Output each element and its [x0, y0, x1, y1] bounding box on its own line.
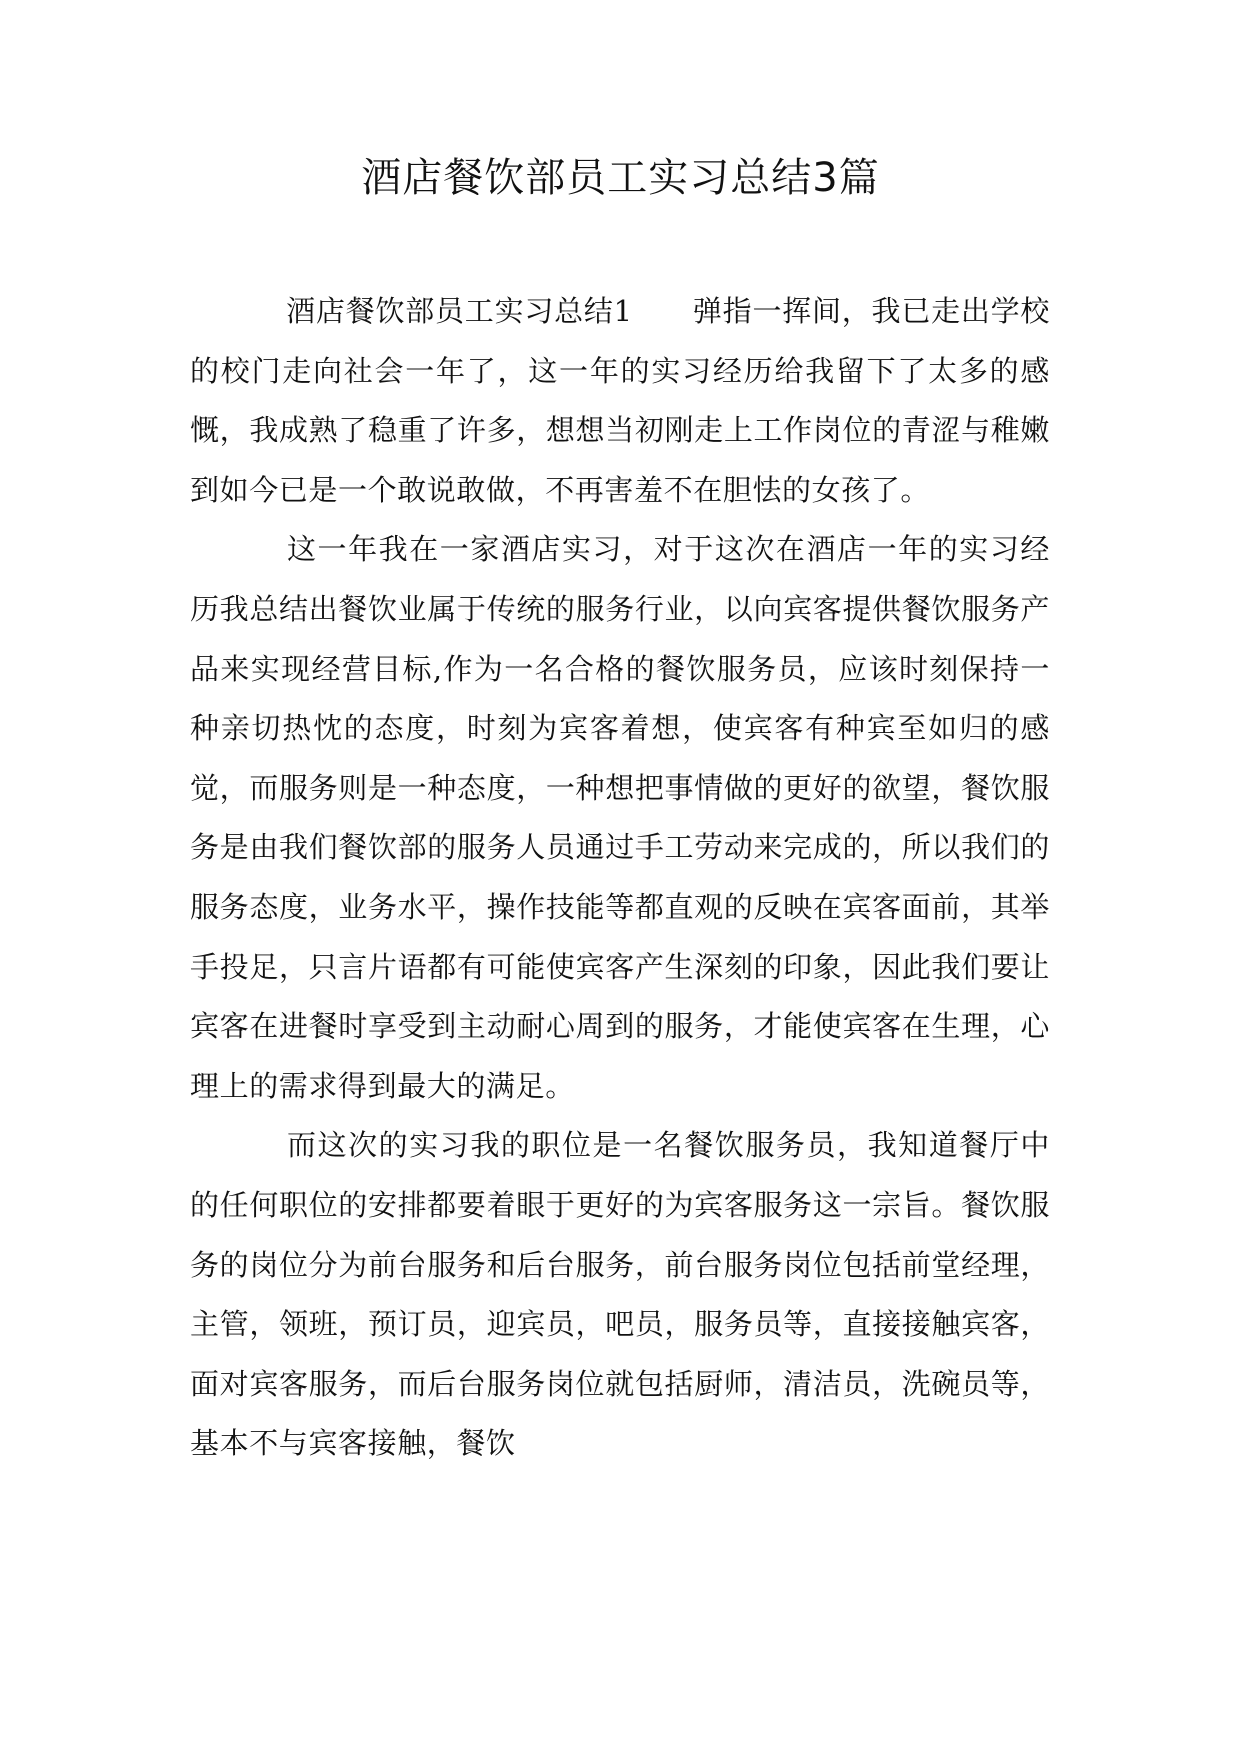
- document-title: 酒店餐饮部员工实习总结3篇: [361, 155, 880, 201]
- document-body: [190, 282, 1050, 1474]
- section-heading: 酒店餐饮部员工实习总结1: [286, 294, 633, 328]
- paragraph-1: [190, 282, 1050, 520]
- paragraph-3-text: 而这次的实习我的职位是一名餐饮服务员，我知道餐厅中的任何职位的安排都要着眼于更好的为宾客服务这一宗旨。餐饮服务的岗位分为前台服务和后台服务，前台服务岗位包括前堂经理，主管，领班，预订员，迎宾员，吧员，服务员等，直接接触宾客，面对宾客服务，而后台服务岗位就包括厨师，清洁员，洗碗员等，基本不与宾客接触，餐饮: [190, 1128, 1050, 1461]
- paragraph-1-text: 弹指一挥间，我已走出学校的校门走向社会一年了，这一年的实习经历给我留下了太多的感慨，我成熟了稳重了许多，想想当初刚走上工作岗位的青涩与稚嫩到如今已是一个敢说敢做，不再害羞不在胆怯的女孩了。: [190, 294, 1051, 507]
- paragraph-2: [190, 520, 1050, 1116]
- paragraph-2-text: 这一年我在一家酒店实习，对于这次在酒店一年的实习经历我总结出餐饮业属于传统的服务行业，以向宾客提供餐饮服务产品来实现经营目标,作为一名合格的餐饮服务员，应该时刻保持一种亲切热忱的态度，时刻为宾客着想，使宾客有种宾至如归的感觉，而服务则是一种态度，一种想把事情做的更好的欲望，餐饮服务是由我们餐饮部的服务人员通过手工劳动来完成的，所以我们的服务态度，业务水平，操作技能等都直观的反映在宾客面前，其举手投足，只言片语都有可能使宾客产生深刻的印象，因此我们要让宾客在进餐时享受到主动耐心周到的服务，才能使宾客在生理，心理上的需求得到最大的满足。: [190, 532, 1050, 1103]
- paragraph-3: [190, 1116, 1050, 1474]
